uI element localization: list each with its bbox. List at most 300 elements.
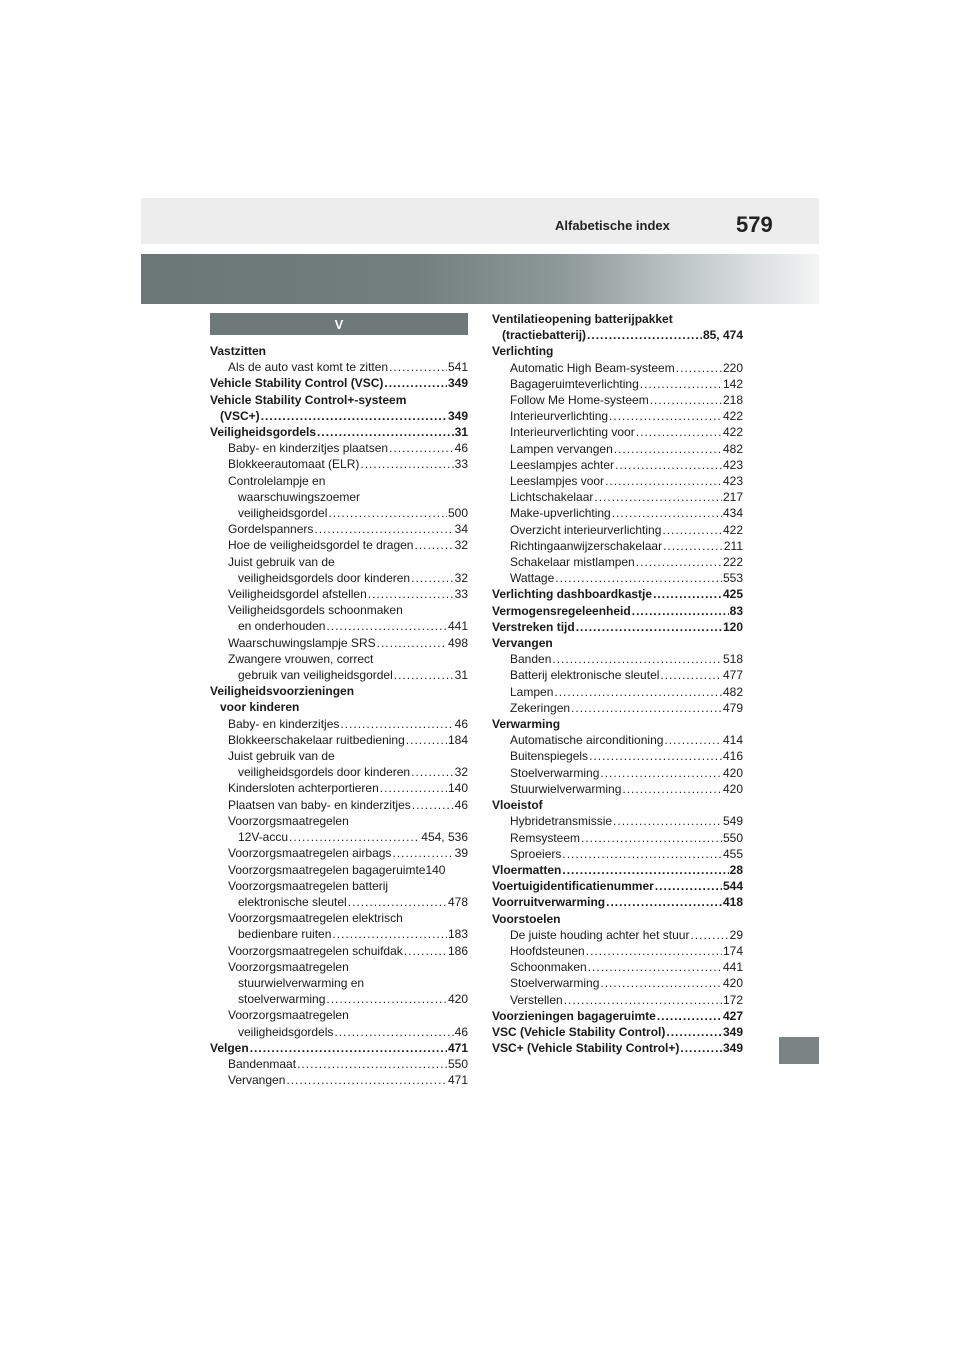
- dot-leader: [636, 424, 722, 440]
- index-entry-label: elektronische sleutel: [238, 894, 347, 909]
- index-entry-label: Richtingaanwijzerschakelaar: [510, 538, 663, 553]
- index-entry-label: Overzicht interieurverlichting: [510, 522, 662, 537]
- index-entry: [492, 603, 743, 619]
- index-entry-page: 455: [722, 846, 743, 861]
- dot-leader: [562, 846, 722, 862]
- index-entry-label: Bandenmaat: [228, 1056, 297, 1071]
- index-entry-page: 420: [722, 765, 743, 780]
- index-entry-page: 541: [447, 360, 468, 375]
- index-entry-label: Hoe de veiligheidsgordel te dragen: [228, 538, 414, 553]
- index-entry-page: 420: [722, 781, 743, 796]
- dot-leader: [676, 360, 722, 376]
- index-entry-page: 500: [447, 506, 468, 521]
- dot-leader: [657, 1008, 722, 1024]
- dot-leader: [600, 765, 722, 781]
- dot-leader: [600, 975, 722, 991]
- index-entry-label: Zwangere vrouwen, correct: [228, 651, 374, 666]
- index-entry-label: Voorzorgsmaatregelen batterij: [228, 878, 389, 893]
- page-number: 579: [736, 212, 773, 237]
- index-entry-label: Lichtschakelaar: [510, 490, 594, 505]
- index-entry: [210, 618, 468, 634]
- index-entry-page: 211: [723, 538, 743, 553]
- index-entry-page: 471: [447, 1073, 468, 1088]
- index-entry-page: 85, 474: [702, 328, 743, 343]
- index-entry-page: 427: [722, 1008, 743, 1023]
- index-entry-page: 550: [447, 1056, 468, 1071]
- index-entry: [210, 699, 468, 715]
- dot-leader: [297, 1056, 447, 1072]
- index-entry-label: Vehicle Stability Control (VSC): [210, 376, 384, 391]
- dot-leader: [636, 554, 722, 570]
- index-entry: [210, 586, 468, 602]
- index-entry-page: 220: [722, 360, 743, 375]
- index-entry-page: 422: [722, 409, 743, 424]
- decorative-banner: [141, 254, 819, 304]
- index-entry: [210, 651, 468, 667]
- index-entry-label: Lampen vervangen: [510, 441, 613, 456]
- index-entry-label: Schakelaar mistlampen: [510, 555, 635, 570]
- index-entry-label: Veiligheidsvoorzieningen: [210, 684, 355, 699]
- index-entry: [210, 635, 468, 651]
- dot-leader: [326, 991, 447, 1007]
- index-entry: [210, 683, 468, 699]
- index-entry: [210, 764, 468, 780]
- index-entry: [492, 376, 743, 392]
- dot-leader: [622, 781, 722, 797]
- index-entry-page: 29: [729, 927, 743, 942]
- index-entry-label: Vloeistof: [492, 798, 543, 813]
- index-entry: [210, 456, 468, 472]
- index-entry-label: veiligheidsgordels door kinderen: [238, 765, 411, 780]
- index-entry: [210, 537, 468, 553]
- dot-leader: [360, 456, 453, 472]
- index-entry-label: Leeslampjes voor: [510, 474, 605, 489]
- index-entry-label: Baby- en kinderzitjes: [228, 716, 340, 731]
- index-entry: [492, 651, 743, 667]
- dot-leader: [332, 926, 447, 942]
- index-entry: [492, 327, 743, 343]
- dot-leader: [392, 845, 453, 861]
- index-entry: [210, 505, 468, 521]
- index-entry-page: 33: [454, 457, 468, 472]
- dot-leader: [286, 1072, 447, 1088]
- index-entry-label: Juist gebruik van de: [228, 749, 335, 764]
- index-entry-label: veiligheidsgordels: [238, 1024, 334, 1039]
- index-entry-label: Follow Me Home-systeem: [510, 393, 649, 408]
- index-entry-page: 83: [729, 603, 743, 618]
- index-entry: [492, 975, 743, 991]
- index-entry-label: veiligheidsgordels door kinderen: [238, 570, 411, 585]
- index-entry-page: 518: [722, 652, 743, 667]
- dot-leader: [587, 327, 702, 343]
- index-entry-page: 422: [722, 522, 743, 537]
- index-entry-label: Voorzorgsmaatregelen: [228, 1008, 349, 1023]
- index-entry-label: Automatic High Beam-systeem: [510, 360, 675, 375]
- index-entry-label: stuurwielverwarming en: [238, 975, 365, 990]
- index-entry-page: 172: [722, 992, 743, 1007]
- dot-leader: [348, 894, 447, 910]
- index-entry: [210, 1007, 468, 1023]
- index-entry-page: 120: [722, 619, 743, 634]
- index-entry-label: Veiligheidsgordels: [210, 425, 317, 440]
- index-entry: [492, 441, 743, 457]
- index-entry-label: Voorzorgsmaatregelen: [228, 959, 349, 974]
- index-entry: [210, 473, 468, 489]
- index-entry-label: (tractiebatterij): [502, 328, 587, 343]
- index-entry-page: 31: [454, 425, 468, 440]
- dot-leader: [340, 716, 453, 732]
- index-entry-label: stoelverwarming: [238, 992, 326, 1007]
- index-entry-label: Voorzorgsmaatregelen elektrisch: [228, 911, 403, 926]
- index-entry: [492, 862, 743, 878]
- dot-leader: [377, 635, 447, 651]
- index-entry: [210, 926, 468, 942]
- index-entry: [210, 408, 468, 424]
- index-entry-label: Voertuigidentificatienummer: [492, 879, 654, 894]
- index-entry-page: 498: [447, 635, 468, 650]
- index-entry-label: Kindersloten achterportieren: [228, 781, 379, 796]
- index-entry-label: (VSC+): [220, 408, 260, 423]
- index-entry-label: Stoelverwarming: [510, 976, 600, 991]
- dot-leader: [571, 700, 722, 716]
- dot-leader: [653, 586, 722, 602]
- index-entry-label: Vehicle Stability Control+-systeem: [210, 392, 407, 407]
- dot-leader: [581, 830, 722, 846]
- index-entry: [492, 846, 743, 862]
- index-entry-label: VSC (Vehicle Stability Control): [492, 1024, 666, 1039]
- index-entry: [210, 570, 468, 586]
- index-entry-label: Verstellen: [510, 992, 563, 1007]
- index-entry: [210, 894, 468, 910]
- index-entry-page: 425: [722, 587, 743, 602]
- index-entry-label: Buitenspiegels: [510, 749, 589, 764]
- dot-leader: [389, 359, 447, 375]
- index-entry-page: 549: [722, 814, 743, 829]
- index-entry: [492, 813, 743, 829]
- index-entry: [492, 684, 743, 700]
- index-entry-label: Verlichting: [492, 344, 554, 359]
- index-entry: [492, 619, 743, 635]
- index-entry-label: Veiligheidsgordel afstellen: [228, 587, 367, 602]
- index-entry-label: gebruik van veiligheidsgordel: [238, 668, 393, 683]
- index-entry-page: 218: [722, 393, 743, 408]
- index-entry-label: Wattage: [510, 571, 555, 586]
- dot-leader: [612, 505, 722, 521]
- index-entry-label: 12V-accu: [238, 830, 289, 845]
- index-column-left: [210, 343, 468, 1088]
- index-entry: [210, 602, 468, 618]
- dot-leader: [680, 1040, 722, 1056]
- index-entry-label: Juist gebruik van de: [228, 554, 335, 569]
- index-entry: [492, 781, 743, 797]
- index-entry: [492, 959, 743, 975]
- index-entry: [492, 878, 743, 894]
- index-entry-label: De juiste houding achter het stuur: [510, 927, 690, 942]
- index-entry-page: 550: [722, 830, 743, 845]
- index-entry-label: Controlelampje en: [228, 473, 326, 488]
- index-entry-label: Voorzorgsmaatregelen: [228, 813, 349, 828]
- index-entry-label: Gordelspanners: [228, 522, 314, 537]
- index-entry: [492, 700, 743, 716]
- index-entry: [210, 862, 468, 878]
- index-entry-label: Interieurverlichting voor: [510, 425, 635, 440]
- dot-leader: [314, 521, 453, 537]
- dot-leader: [368, 586, 454, 602]
- index-entry-page: 423: [722, 474, 743, 489]
- dot-leader: [414, 537, 453, 553]
- index-entry-label: Remsysteem: [510, 830, 581, 845]
- dot-leader: [609, 408, 722, 424]
- index-entry-label: Automatische airconditioning: [510, 733, 664, 748]
- dot-leader: [605, 473, 722, 489]
- index-entry-page: 441: [447, 619, 468, 634]
- dot-leader: [384, 375, 447, 391]
- dot-leader: [632, 603, 729, 619]
- index-entry-label: Banden: [510, 652, 552, 667]
- index-entry: [210, 732, 468, 748]
- index-entry-page: 39: [454, 846, 468, 861]
- index-entry-label: Verstreken tijd: [492, 619, 575, 634]
- index-entry: [210, 554, 468, 570]
- index-entry: [210, 797, 468, 813]
- index-entry: [492, 554, 743, 570]
- index-column-right: [492, 311, 743, 1056]
- index-entry: [492, 667, 743, 683]
- index-entry-page: 32: [454, 538, 468, 553]
- index-entry-label: Baby- en kinderzitjes plaatsen: [228, 441, 389, 456]
- index-entry: [492, 927, 743, 943]
- index-entry: [210, 845, 468, 861]
- index-entry-page: 416: [722, 749, 743, 764]
- dot-leader: [650, 392, 722, 408]
- index-entry: [210, 780, 468, 796]
- index-entry: [210, 991, 468, 1007]
- index-entry: [492, 1008, 743, 1024]
- index-entry-label: Vastzitten: [210, 344, 267, 358]
- index-entry-label: Zekeringen: [510, 700, 571, 715]
- index-entry: [492, 830, 743, 846]
- index-entry-page: 46: [454, 716, 468, 731]
- index-entry: [492, 748, 743, 764]
- index-entry-label: Voorzieningen bagageruimte: [492, 1008, 656, 1023]
- index-entry-label: Lampen: [510, 684, 554, 699]
- index-entry-page: 418: [722, 895, 743, 910]
- index-entry-page: 46: [454, 797, 468, 812]
- index-entry-label: Ventilatieopening batterijpakket: [492, 312, 673, 326]
- dot-leader: [664, 732, 722, 748]
- dot-leader: [326, 618, 447, 634]
- dot-leader: [690, 927, 728, 943]
- index-entry-label: Voorstoelen: [492, 911, 561, 926]
- dot-leader: [334, 1024, 453, 1040]
- dot-leader: [380, 780, 447, 796]
- index-entry-label: Voorzorgsmaatregelen bagageruimte140: [228, 862, 446, 877]
- header-band: [141, 198, 819, 244]
- index-entry-page: 222: [722, 555, 743, 570]
- index-entry-label: Interieurverlichting: [510, 409, 609, 424]
- index-entry-label: bedienbare ruiten: [238, 927, 332, 942]
- index-entry: [210, 359, 468, 375]
- index-entry-label: voor kinderen: [220, 700, 300, 715]
- index-entry-label: Make-upverlichting: [510, 506, 611, 521]
- index-entry-page: 544: [722, 879, 743, 894]
- dot-leader: [615, 457, 722, 473]
- index-entry-label: Voorzorgsmaatregelen airbags: [228, 846, 392, 861]
- dot-leader: [406, 732, 447, 748]
- index-entry-label: Verlichting dashboardkastje: [492, 587, 653, 602]
- index-entry: [210, 343, 468, 359]
- index-entry: [492, 1040, 743, 1056]
- index-entry: [210, 375, 468, 391]
- index-entry-label: Voorruitverwarming: [492, 895, 606, 910]
- index-entry-page: 477: [722, 668, 743, 683]
- index-entry-page: 349: [447, 376, 468, 391]
- dot-leader: [554, 684, 722, 700]
- dot-leader: [576, 619, 722, 635]
- index-entry-page: 454, 536: [421, 830, 468, 845]
- index-entry: [210, 975, 468, 991]
- index-entry-page: 482: [722, 441, 743, 456]
- index-entry: [210, 424, 468, 440]
- index-entry-label: Vloermatten: [492, 862, 562, 877]
- index-entry: [210, 521, 468, 537]
- index-entry-page: 478: [447, 894, 468, 909]
- index-entry-page: 217: [722, 490, 743, 505]
- index-entry-page: 553: [722, 571, 743, 586]
- index-entry: [492, 894, 743, 910]
- index-entry-page: 183: [447, 927, 468, 942]
- index-entry-label: Leeslampjes achter: [510, 457, 615, 472]
- dot-leader: [404, 943, 447, 959]
- index-entry-page: 349: [447, 408, 468, 423]
- dot-leader: [562, 862, 728, 878]
- index-entry-label: Stuurwielverwarming: [510, 781, 622, 796]
- index-entry-label: en onderhouden: [238, 619, 326, 634]
- index-entry: [492, 311, 743, 327]
- index-entry: [492, 343, 743, 359]
- index-entry-label: Veiligheidsgordels schoonmaken: [228, 603, 403, 618]
- chapter-tab: [779, 1037, 819, 1064]
- index-entry: [210, 1056, 468, 1072]
- index-entry-page: 31: [454, 668, 468, 683]
- index-entry-page: 142: [722, 376, 743, 391]
- section-title: Alfabetische index: [555, 218, 670, 233]
- index-entry-label: Verwarming: [492, 717, 561, 732]
- dot-leader: [663, 538, 723, 554]
- index-entry: [492, 732, 743, 748]
- index-entry: [492, 360, 743, 376]
- index-entry: [492, 992, 743, 1008]
- index-entry-page: 349: [722, 1041, 743, 1056]
- index-entry: [492, 943, 743, 959]
- index-letter-heading: V: [210, 313, 468, 335]
- dot-leader: [250, 1040, 447, 1056]
- index-entry-page: 414: [722, 733, 743, 748]
- index-entry-page: 420: [722, 976, 743, 991]
- index-entry-label: Velgen: [210, 1040, 249, 1055]
- index-entry-page: 479: [722, 700, 743, 715]
- index-entry-label: Waarschuwingslampje SRS: [228, 635, 376, 650]
- index-entry: [210, 716, 468, 732]
- dot-leader: [261, 408, 447, 424]
- index-entry: [492, 522, 743, 538]
- index-entry-label: VSC+ (Vehicle Stability Control+): [492, 1041, 680, 1056]
- index-entry-label: veiligheidsgordel: [238, 506, 328, 521]
- dot-leader: [389, 440, 454, 456]
- index-entry-page: 482: [722, 684, 743, 699]
- index-entry-page: 434: [722, 506, 743, 521]
- index-entry-page: 349: [722, 1024, 743, 1039]
- dot-leader: [589, 748, 722, 764]
- dot-leader: [412, 797, 454, 813]
- dot-leader: [552, 651, 722, 667]
- index-entry: [492, 392, 743, 408]
- dot-leader: [411, 764, 454, 780]
- index-entry-page: 184: [447, 732, 468, 747]
- index-entry: [210, 813, 468, 829]
- index-entry-label: Voorzorgsmaatregelen schuifdak: [228, 943, 403, 958]
- dot-leader: [586, 943, 722, 959]
- index-entry: [492, 765, 743, 781]
- dot-leader: [588, 959, 722, 975]
- index-entry-label: Stoelverwarming: [510, 765, 600, 780]
- index-entry-page: 420: [447, 992, 468, 1007]
- index-entry: [210, 959, 468, 975]
- index-entry-page: 32: [454, 765, 468, 780]
- index-entry-page: 32: [454, 570, 468, 585]
- index-entry-label: Schoonmaken: [510, 960, 587, 975]
- index-entry: [492, 424, 743, 440]
- index-entry: [492, 570, 743, 586]
- index-entry-page: 174: [722, 943, 743, 958]
- index-entry-page: 46: [454, 1024, 468, 1039]
- index-entry: [492, 408, 743, 424]
- index-entry: [210, 943, 468, 959]
- index-entry-page: 186: [447, 943, 468, 958]
- index-entry: [210, 392, 468, 408]
- index-entry: [210, 667, 468, 683]
- index-entry: [492, 505, 743, 521]
- index-entry: [492, 716, 743, 732]
- index-entry-page: 46: [454, 441, 468, 456]
- index-entry-page: 140: [447, 781, 468, 796]
- index-entry-page: 28: [729, 862, 743, 877]
- index-entry-page: 33: [454, 587, 468, 602]
- dot-leader: [640, 376, 722, 392]
- index-entry-label: Sproeiers: [510, 846, 562, 861]
- index-entry-label: Plaatsen van baby- en kinderzitjes: [228, 797, 411, 812]
- index-entry: [210, 878, 468, 894]
- dot-leader: [666, 1024, 722, 1040]
- index-entry-label: Vervangen: [228, 1073, 286, 1088]
- index-entry: [210, 910, 468, 926]
- index-entry-page: 423: [722, 457, 743, 472]
- index-entry-label: Blokkeerschakelaar ruitbediening: [228, 732, 405, 747]
- dot-leader: [662, 522, 722, 538]
- index-entry: [210, 489, 468, 505]
- index-entry: [492, 473, 743, 489]
- index-entry: [492, 489, 743, 505]
- dot-leader: [328, 505, 447, 521]
- index-entry-label: Vermogensregeleenheid: [492, 603, 631, 618]
- dot-leader: [606, 894, 722, 910]
- index-entry-label: Hybridetransmissie: [510, 814, 613, 829]
- index-entry-label: Hoofdsteunen: [510, 943, 585, 958]
- index-entry-page: 471: [447, 1040, 468, 1055]
- index-entry: [210, 440, 468, 456]
- dot-leader: [564, 992, 722, 1008]
- index-entry: [210, 1072, 468, 1088]
